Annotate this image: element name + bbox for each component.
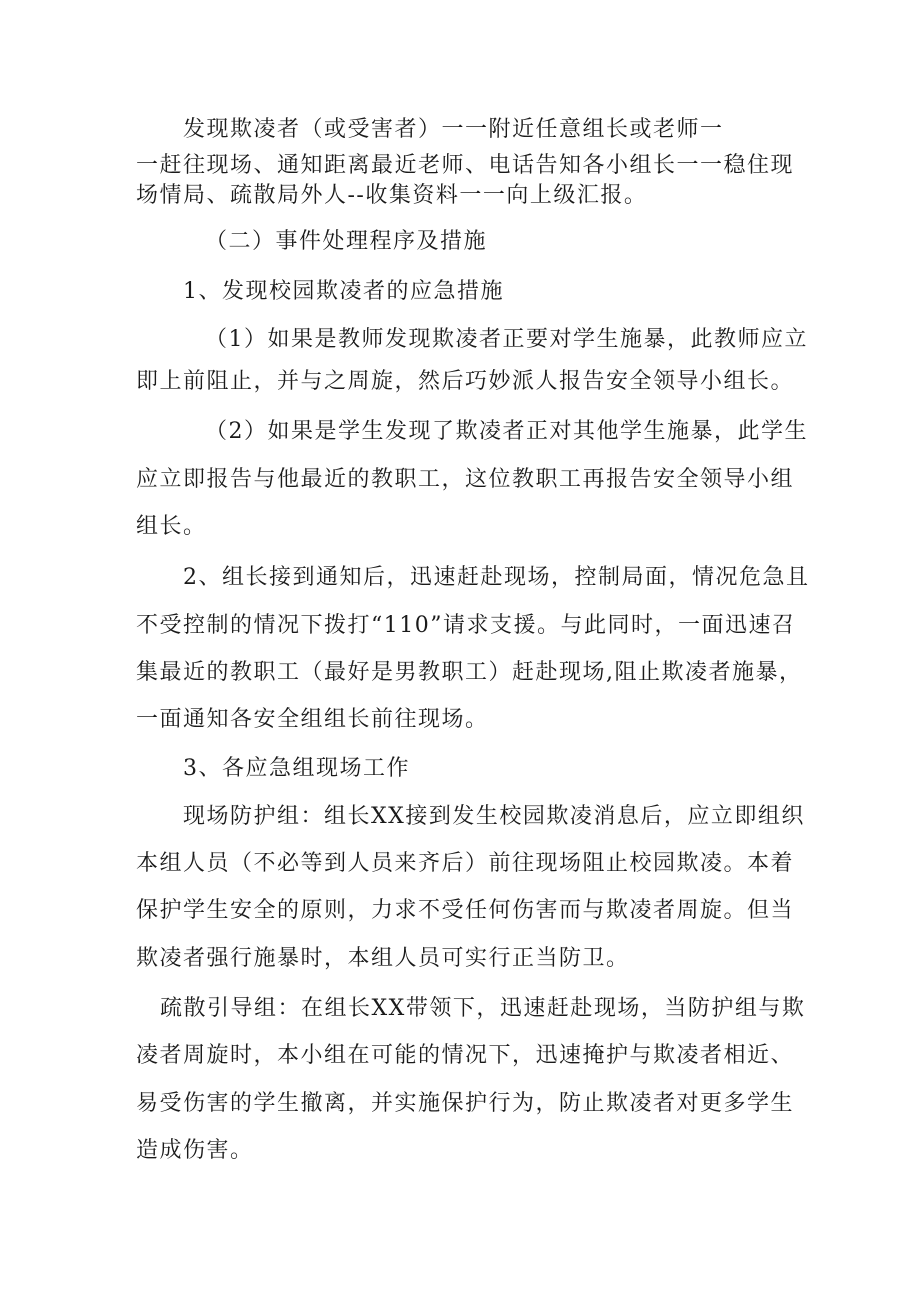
text-line-8: （2）如果是学生发现了欺凌者正对其他学生施暴，此学生 bbox=[205, 419, 808, 444]
text-line-17: 本组人员（不必等到人员来齐后）前往现场阻止校园欺凌。本着 bbox=[136, 851, 795, 876]
text-line-11: 2、组长接到通知后，迅速赶赴现场，控制局面，情况危急且 bbox=[183, 565, 810, 590]
text-line-2: 一赶往现场、通知距离最近老师、电话告知各小组长一一稳住现 bbox=[136, 153, 795, 178]
text-line-20: 疏散引导组：在组长XX带领下，迅速赶赴现场，当防护组与欺 bbox=[160, 996, 806, 1021]
subsection-heading-3: 3、各应急组现场工作 bbox=[183, 756, 410, 781]
text-line-23: 造成伤害。 bbox=[136, 1138, 254, 1163]
text-line-16: 现场防护组：组长XX接到发生校园欺凌消息后，应立即组织 bbox=[183, 804, 805, 829]
subsection-heading-1: 1、发现校园欺凌者的应急措施 bbox=[183, 279, 504, 304]
text-line-1: 发现欺凌者（或受害者）一一附近任意组长或老师一 bbox=[183, 117, 724, 142]
text-line-6: （1）如果是教师发现欺凌者正要对学生施暴，此教师应立 bbox=[205, 327, 808, 352]
section-heading: （二）事件处理程序及措施 bbox=[205, 229, 488, 254]
text-line-9: 应立即报告与他最近的教职工，这位教职工再报告安全领导小组 bbox=[136, 467, 795, 492]
text-line-3: 场情局、疏散局外人--收集资料一一向上级汇报。 bbox=[136, 183, 648, 208]
text-line-13: 集最近的教职工（最好是男教职工）赶赴现场,阻止欺凌者施暴， bbox=[136, 660, 803, 685]
text-line-14: 一面通知各安全组组长前往现场。 bbox=[136, 707, 489, 732]
text-line-7: 即上前阻止，并与之周旋，然后巧妙派人报告安全领导小组长。 bbox=[136, 369, 795, 394]
text-line-21: 凌者周旋时，本小组在可能的情况下，迅速掩护与欺凌者相近、 bbox=[136, 1043, 795, 1068]
text-line-10: 组长。 bbox=[136, 514, 207, 539]
text-line-22: 易受伤害的学生撤离，并实施保护行为，防止欺凌者对更多学生 bbox=[136, 1091, 795, 1116]
text-line-18: 保护学生安全的原则，力求不受任何伤害而与欺凌者周旋。但当 bbox=[136, 898, 795, 923]
text-line-12: 不受控制的情况下拨打“110”请求支援。与此同时，一面迅速召 bbox=[136, 613, 796, 638]
text-line-19: 欺凌者强行施暴时，本组人员可实行正当防卫。 bbox=[136, 946, 630, 971]
